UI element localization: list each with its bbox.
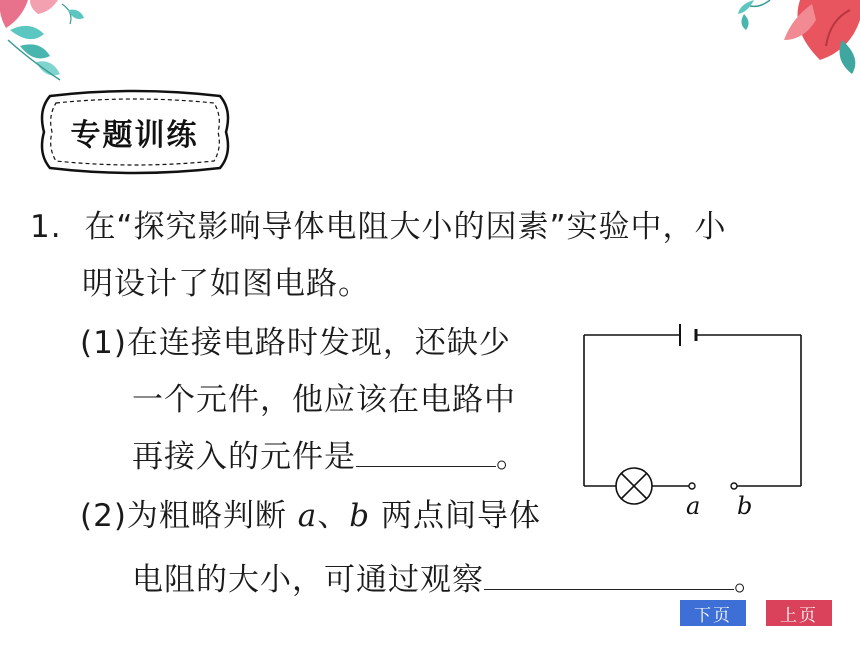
part1-end-mark: 。 xyxy=(496,439,528,475)
part2-var-a: a xyxy=(297,498,318,534)
part1-line-1 xyxy=(80,323,511,363)
part2-end-mark: 。 xyxy=(734,562,766,598)
next-page-button[interactable]: 下页 xyxy=(680,600,746,626)
answer-blank-2[interactable] xyxy=(484,561,734,590)
part2-text-before: 为粗略判断 xyxy=(126,498,287,534)
terminal-b xyxy=(731,483,737,489)
question-number: 1. xyxy=(30,209,62,245)
answer-blank-1[interactable] xyxy=(356,438,496,467)
part2-label: (2) xyxy=(80,498,127,534)
leaf-decoration-top-right xyxy=(730,0,860,80)
part2-var-b: b xyxy=(349,498,371,534)
part1-line-3 xyxy=(132,437,528,477)
part2-text-after: 两点间导体 xyxy=(380,498,541,534)
part1-text-line1: 在连接电路时发现，还缺少 xyxy=(126,325,511,361)
question-stem-line2: 明设计了如图电路。 xyxy=(82,266,370,302)
terminal-a xyxy=(689,483,695,489)
part1-label: (1) xyxy=(80,325,127,361)
part2-sep: 、 xyxy=(317,498,350,534)
question-stem-line1: 在“探究影响导体电阻大小的因素”实验中，小 xyxy=(84,209,727,245)
part2-line-2 xyxy=(132,560,766,600)
part2-line-1 xyxy=(80,496,541,536)
question-line-1 xyxy=(30,207,727,247)
leaf-decoration-top-left xyxy=(0,0,110,90)
part2-text-line2: 电阻的大小，可通过观察 xyxy=(132,562,484,598)
label-point-b: b xyxy=(737,492,753,520)
badge-title: 专题训练 xyxy=(70,118,199,153)
part1-text-line3: 再接入的元件是 xyxy=(132,439,356,475)
label-point-a: a xyxy=(686,492,701,520)
part1-text-line2: 一个元件，他应该在电路中 xyxy=(132,382,516,418)
prev-page-button[interactable]: 上页 xyxy=(766,600,832,626)
topic-badge xyxy=(32,88,237,176)
circuit-diagram xyxy=(572,318,812,523)
